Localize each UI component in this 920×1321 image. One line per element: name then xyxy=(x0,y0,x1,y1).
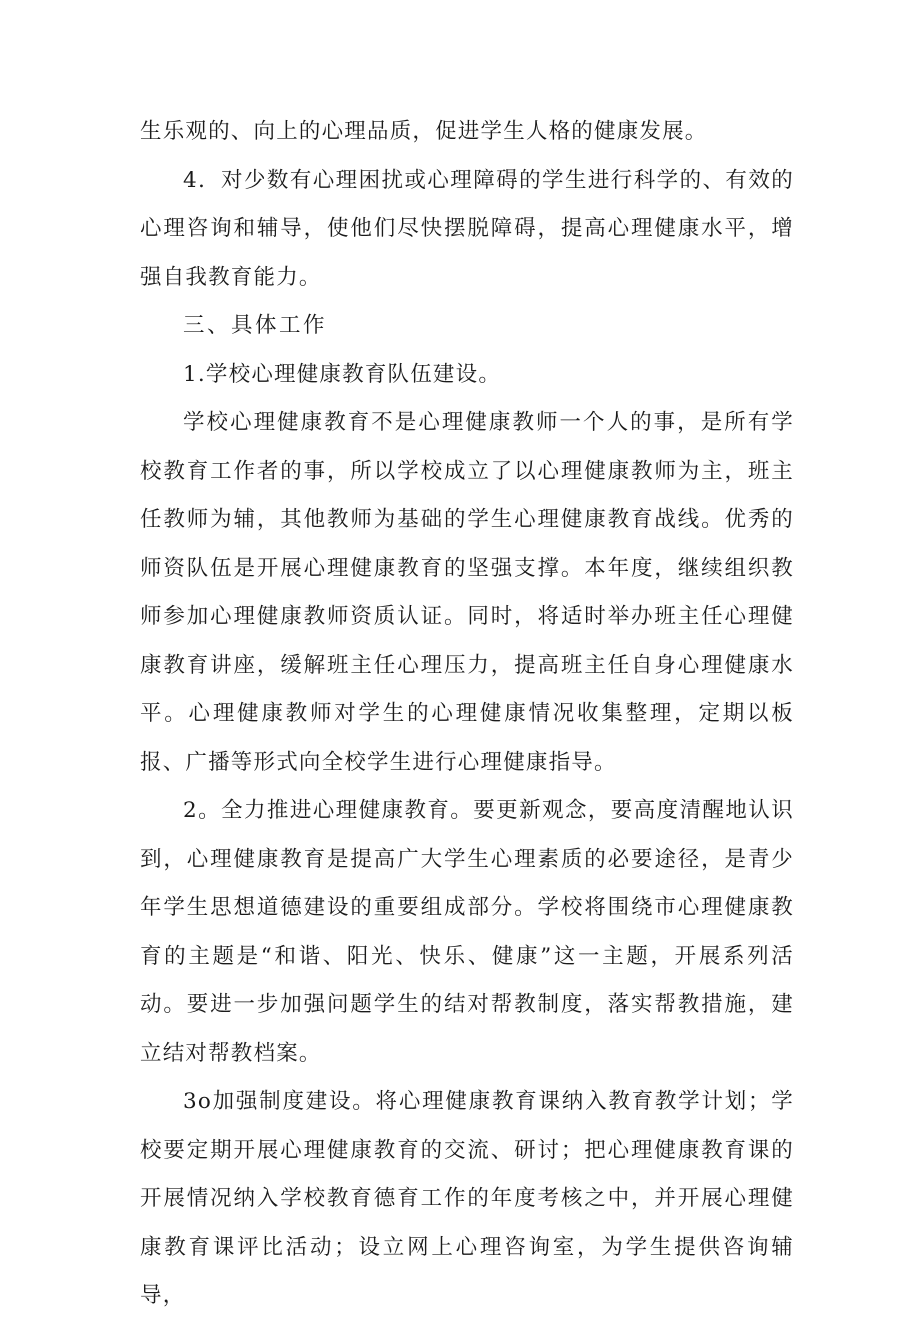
paragraph-team-building: 学校心理健康教育不是心理健康教师一个人的事，是所有学校教育工作者的事，所以学校成立了以心理健康教师为主，班主任教师为辅，其他教师为基础的学生心理健康教育战线。优秀的师资队伍是开展心理健康教育的坚强支撑。本年度，继续组织教师参加心理健康教师资质认证。同时，将适时举办班主任心理健康教育讲座，缓解班主任心理压力，提高班主任自身心理健康水平。心理健康教师对学生的心理健康情况收集整理，定期以板报、广播等形式向全校学生进行心理健康指导。 xyxy=(140,410,794,775)
document-page xyxy=(140,108,794,1321)
section-heading-specific-work: 三、具体工作 xyxy=(183,313,328,338)
paragraph-promote-education: 2。全力推进心理健康教育。要更新观念，要高度清醒地认识到，心理健康教育是提高广大学生心理素质的必要途径，是青少年学生思想道德建设的重要组成部分。学校将围绕市心理健康教育的主题是“和谐、阳光、快乐、健康”这一主题，开展系列活动。要进一步加强问题学生的结对帮教制度，落实帮教措施，建立结对帮教档案。 xyxy=(140,798,794,1066)
paragraph-item-4: 4．对少数有心理困扰或心理障碍的学生进行科学的、有效的心理咨询和辅导，使他们尽快摆脱障碍，提高心理健康水平，增强自我教育能力。 xyxy=(140,167,794,290)
paragraph-system-building: 3o加强制度建设。将心理健康教育课纳入教育教学计划；学校要定期开展心理健康教育的交流、研讨；把心理健康教育课的开展情况纳入学校教育德育工作的年度考核之中，并开展心理健康教育课评比活动；设立网上心理咨询室，为学生提供咨询辅导， xyxy=(140,1089,794,1308)
paragraph-continuation: 生乐观的、向上的心理品质，促进学生人格的健康发展。 xyxy=(140,119,708,144)
subheading-team-building: 1.学校心理健康教育队伍建设。 xyxy=(183,361,502,387)
